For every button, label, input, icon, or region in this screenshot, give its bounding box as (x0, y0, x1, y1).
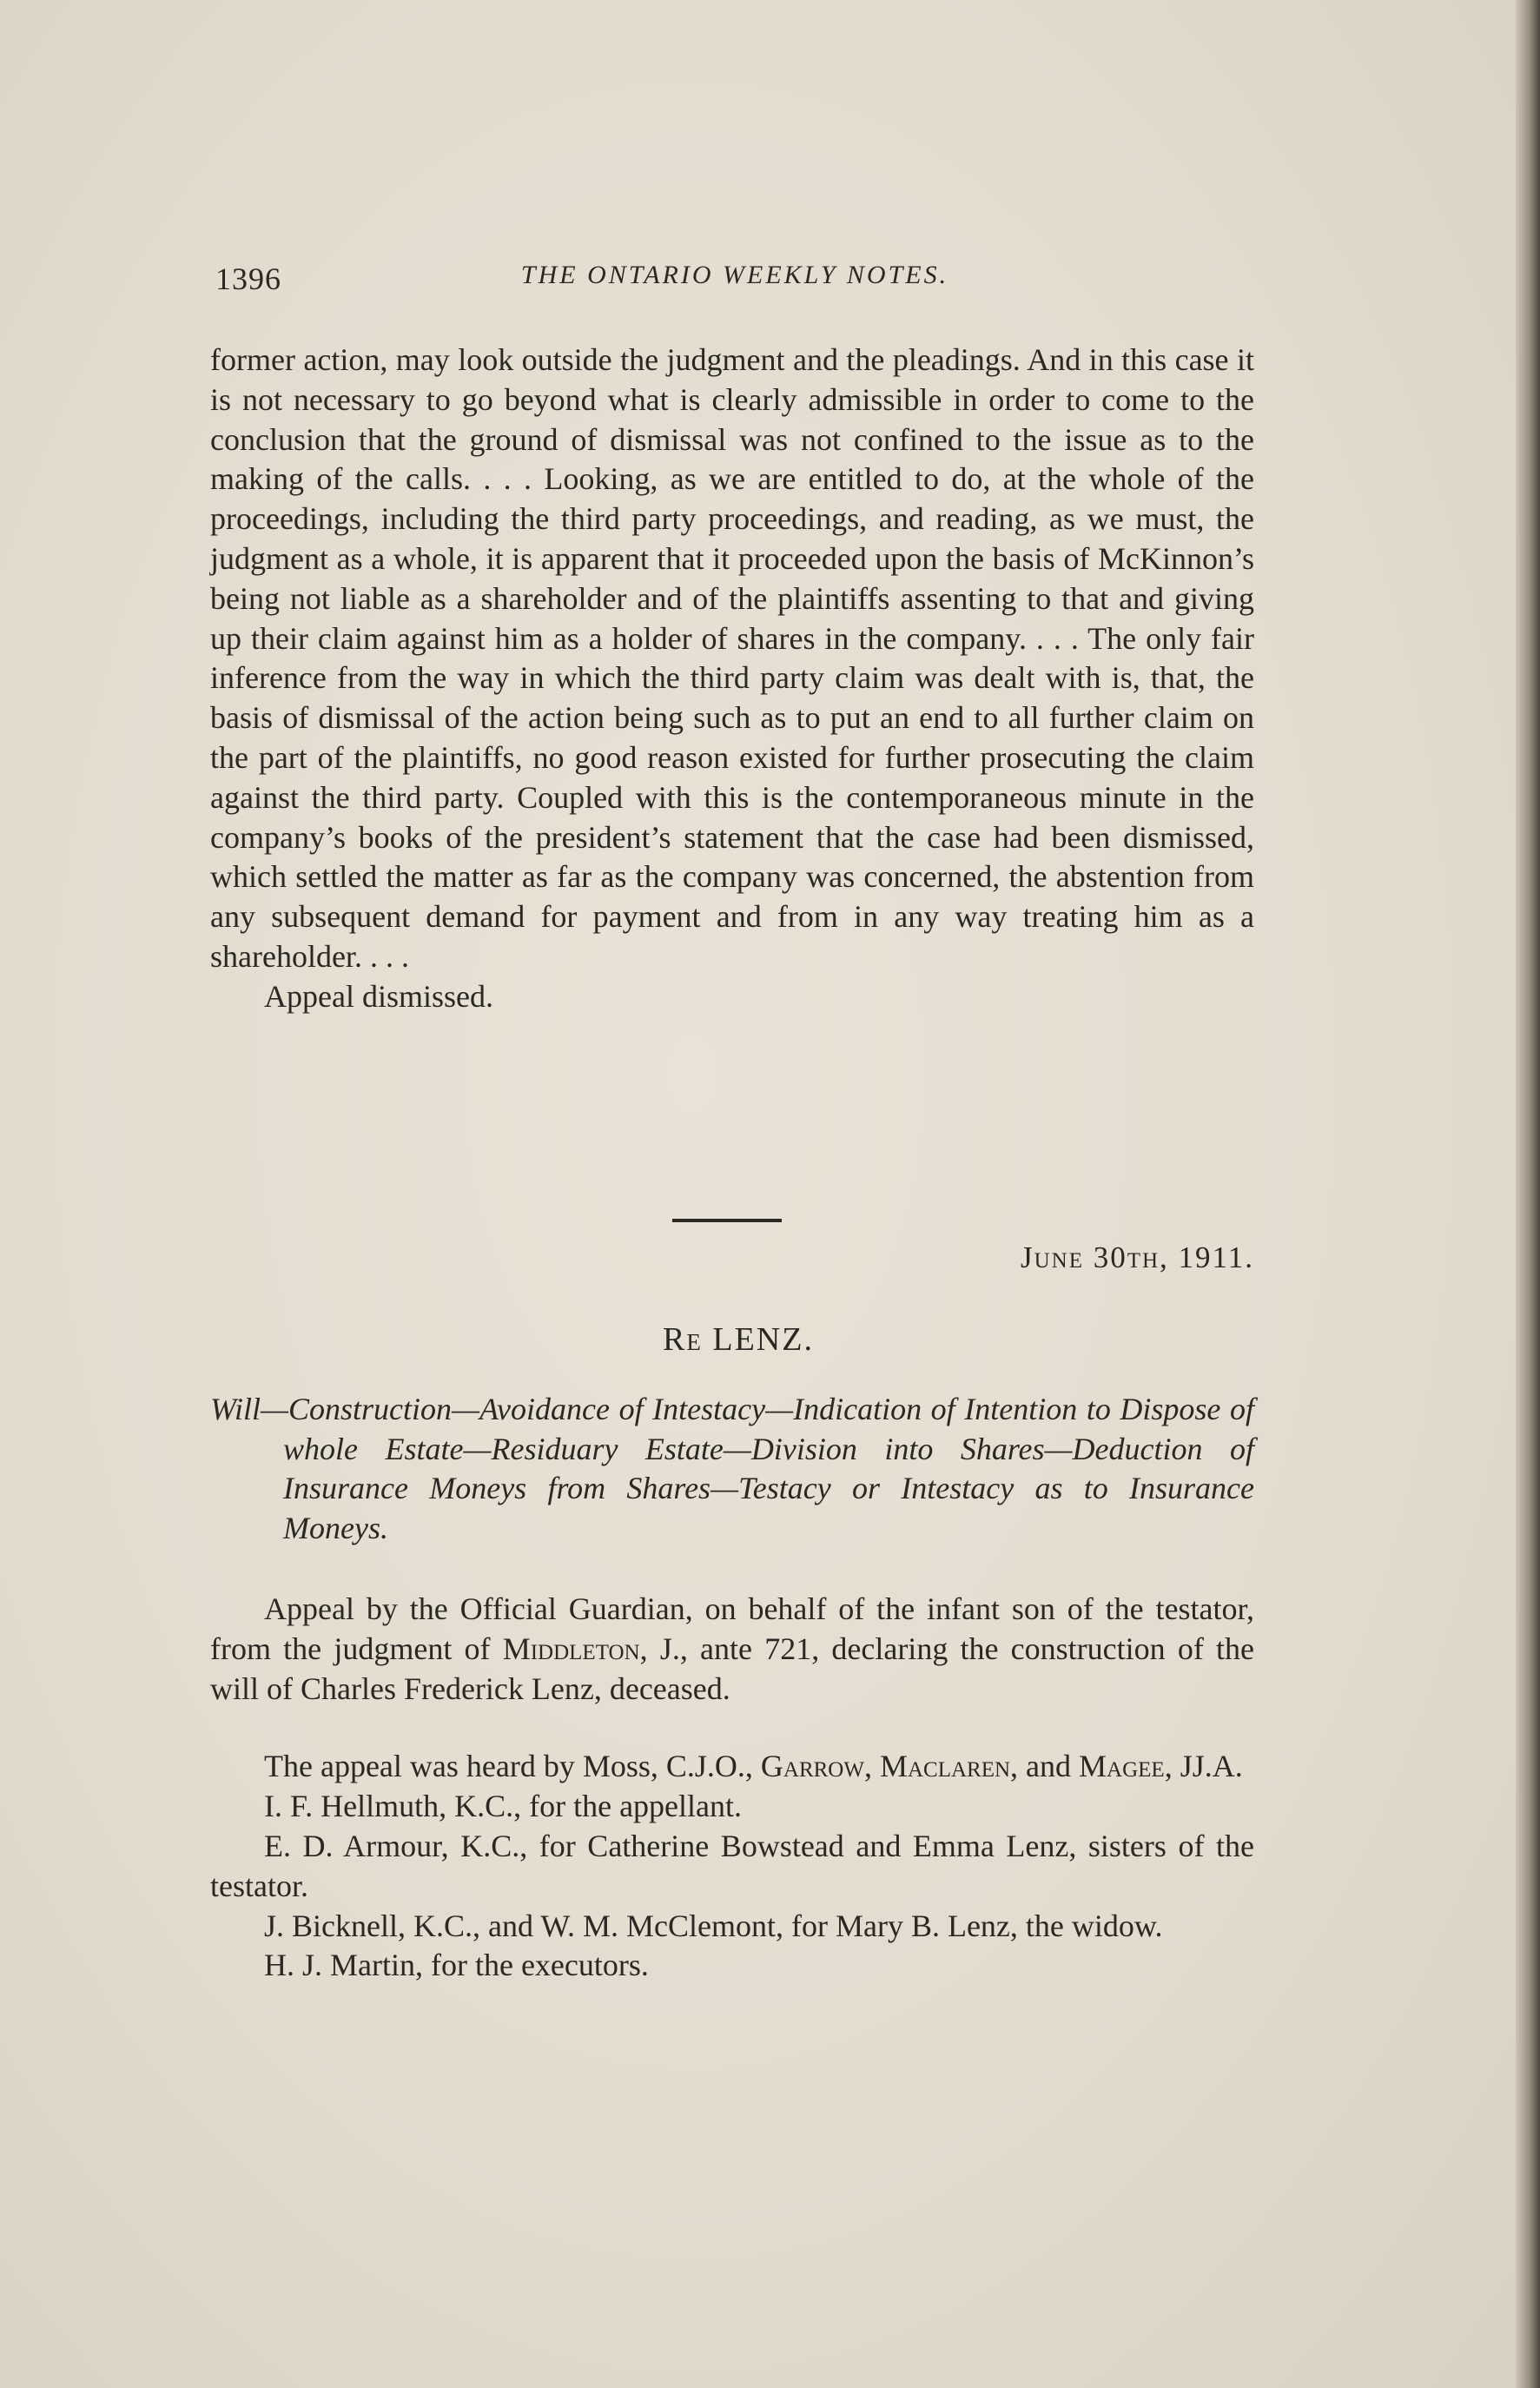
appeal-intro-after: , J., ante 721, declaring the construction of the will of Charles Frederick Lenz, deceased. (210, 1631, 1254, 1706)
judge-magee: Magee (1079, 1749, 1165, 1784)
quoted-judgment-paragraph: former action, may look outside the judgment and the pleadings. And in this case it is not necessary to go beyond what is clearly admissible in order to come to the conclusion that the ground of dismissal was not confined to the issue as to the making of the calls. . . . Looking, as we are entitled to do, at the whole of the proceedings, including the third party proceedings, and reading, as we must, the judgment as a whole, it is apparent that it proceeded upon the basis of McKinnon’s being not liable as a shareholder and of the plaintiffs assenting to that and giving up their claim against him as a holder of shares in the company. . . . The only fair inference from the way in which the third party claim was dealt with is, that, the basis of dismissal of the action being such as to put an end to all further claim on the part of the plaintiffs, no good reason existed for further prosecuting the claim against the third party. Coupled with this is the contemporaneous minute in the company’s books of the president’s statement that the case had been dismissed, which settled the matter as far as the company was concerned, the abstention from any subsequent demand for payment and from in any way treating him as a shareholder. . . . (210, 342, 1254, 974)
case-title: Re LENZ. (663, 1321, 814, 1358)
heard-by-after: , JJ.A. (1164, 1749, 1243, 1784)
heard-by-sep-3: , and (1010, 1749, 1080, 1784)
judge-garrow: Garrow (760, 1749, 864, 1784)
counsel-line: I. F. Hellmuth, K.C., for the appellant. (264, 1789, 743, 1824)
disposition: Appeal dismissed. (264, 978, 493, 1014)
appeal-intro-paragraph (210, 1590, 1254, 1709)
judge-name: Middleton (502, 1631, 640, 1666)
counsel-line: H. J. Martin, for the executors. (264, 1948, 649, 1983)
appeal-intro-before: Appeal by the Official Guardian, on behalf of the infant son of the testator, from the judgment of (210, 1591, 1254, 1666)
counsel-line: E. D. Armour, K.C., for Catherine Bowstead and Emma Lenz, sisters of the testator. (210, 1828, 1254, 1903)
heard-by-paragraph (210, 1747, 1254, 1787)
heard-by-sep-2: , (863, 1749, 880, 1784)
decision-date: June 30th, 1911. (1020, 1240, 1254, 1274)
new-case-text (210, 1590, 1254, 1986)
section-divider (672, 1219, 782, 1222)
paragraph-gap (210, 1709, 1254, 1747)
heard-by-sep-1: , C.J.O., (650, 1749, 761, 1784)
page-number: 1396 (215, 261, 281, 296)
previous-case-text (210, 341, 1254, 1017)
page-binding-edge (1516, 0, 1540, 2388)
running-head: THE ONTARIO WEEKLY NOTES. (520, 261, 949, 289)
headnote: Will—Construction—Avoidance of Intestacy—Indication of Intention to Dispose of whole Estate—Residuary Estate—Division into Shares—Deduction of Insurance Moneys from Shares—Testacy or Intestacy as to Insurance Moneys. (210, 1392, 1254, 1545)
heard-by-before: The appeal was heard by (264, 1749, 583, 1784)
judge-maclaren: Maclaren (879, 1749, 1011, 1784)
judge-moss: Moss (582, 1749, 651, 1784)
page-header (215, 261, 1254, 299)
counsel-line: J. Bicknell, K.C., and W. M. McClemont, for Mary B. Lenz, the widow. (264, 1908, 1163, 1943)
